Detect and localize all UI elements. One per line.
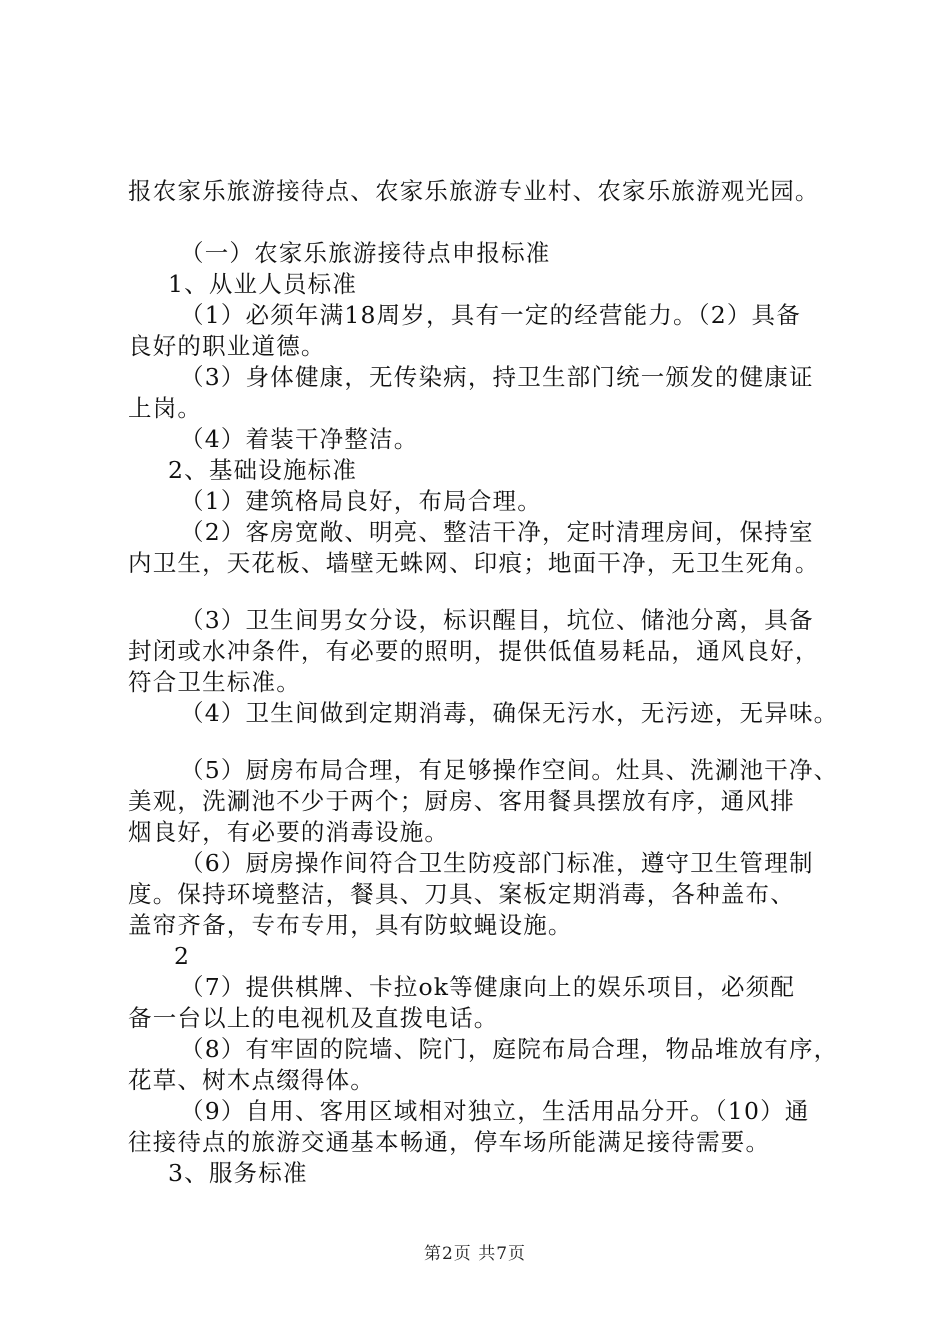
text-line: 备一台以上的电视机及直拨电话。 (128, 1004, 499, 1032)
text-line: （5）厨房布局合理，有足够操作空间。灶具、洗涮池干净、 (180, 756, 839, 784)
text-line: （7）提供棋牌、卡拉ok等健康向上的娱乐项目，必须配 (180, 973, 796, 1001)
text-line: 封闭或水冲条件，有必要的照明，提供低值易耗品，通风良好， (128, 637, 820, 665)
paragraph-gap (128, 207, 852, 238)
paragraph-gap (128, 729, 852, 755)
inline-page-number: 2 (174, 942, 191, 970)
page-footer: 第2页 共7页 (423, 1244, 527, 1264)
text-line: 美观，洗涮池不少于两个；厨房、客用餐具摆放有序，通风排 (128, 787, 795, 815)
subsection-heading: 1、从业人员标准 (168, 270, 358, 298)
text-line: （6）厨房操作间符合卫生防疫部门标准，遵守卫生管理制 (180, 849, 814, 877)
document-body (128, 176, 852, 1189)
text-line: 报农家乐旅游接待点、农家乐旅游专业村、农家乐旅游观光园。 (128, 177, 820, 205)
text-line: （8）有牢固的院墙、院门，庭院布局合理，物品堆放有序， (180, 1035, 839, 1063)
section-heading: （一）农家乐旅游接待点申报标准 (180, 239, 551, 267)
text-line: 盖帘齐备，专布专用，具有防蚊蝇设施。 (128, 911, 573, 939)
text-line: 符合卫生标准。 (128, 668, 301, 696)
subsection-heading: 3、服务标准 (168, 1159, 308, 1187)
text-line: 上岗。 (128, 394, 203, 422)
text-line: 烟良好，有必要的消毒设施。 (128, 818, 450, 846)
text-line: 往接待点的旅游交通基本畅通，停车场所能满足接待需要。 (128, 1128, 771, 1156)
text-line: （3）身体健康，无传染病，持卫生部门统一颁发的健康证 (180, 363, 814, 391)
text-line: （2）客房宽敞、明亮、整洁干净，定时清理房间，保持室 (180, 518, 814, 546)
text-line: （9）自用、客用区域相对独立，生活用品分开。（10）通 (180, 1097, 810, 1125)
subsection-heading: 2、基础设施标准 (168, 456, 358, 484)
paragraph-gap (128, 579, 852, 605)
text-line: （1）必须年满18周岁，具有一定的经营能力。（2）具备 (180, 301, 801, 329)
text-line: 花草、树木点缀得体。 (128, 1066, 375, 1094)
text-line: （4）卫生间做到定期消毒，确保无污水，无污迹，无异味。 (180, 699, 839, 727)
text-line: 内卫生，天花板、墙壁无蛛网、印痕；地面干净，无卫生死角。 (128, 549, 820, 577)
text-line: （1）建筑格局良好，布局合理。 (180, 487, 542, 515)
text-line: （4）着装干净整洁。 (180, 425, 419, 453)
text-line: 良好的职业道德。 (128, 332, 326, 360)
text-line: （3）卫生间男女分设，标识醒目，坑位、储池分离，具备 (180, 606, 814, 634)
text-line: 度。保持环境整洁，餐具、刀具、案板定期消毒，各种盖布、 (128, 880, 795, 908)
